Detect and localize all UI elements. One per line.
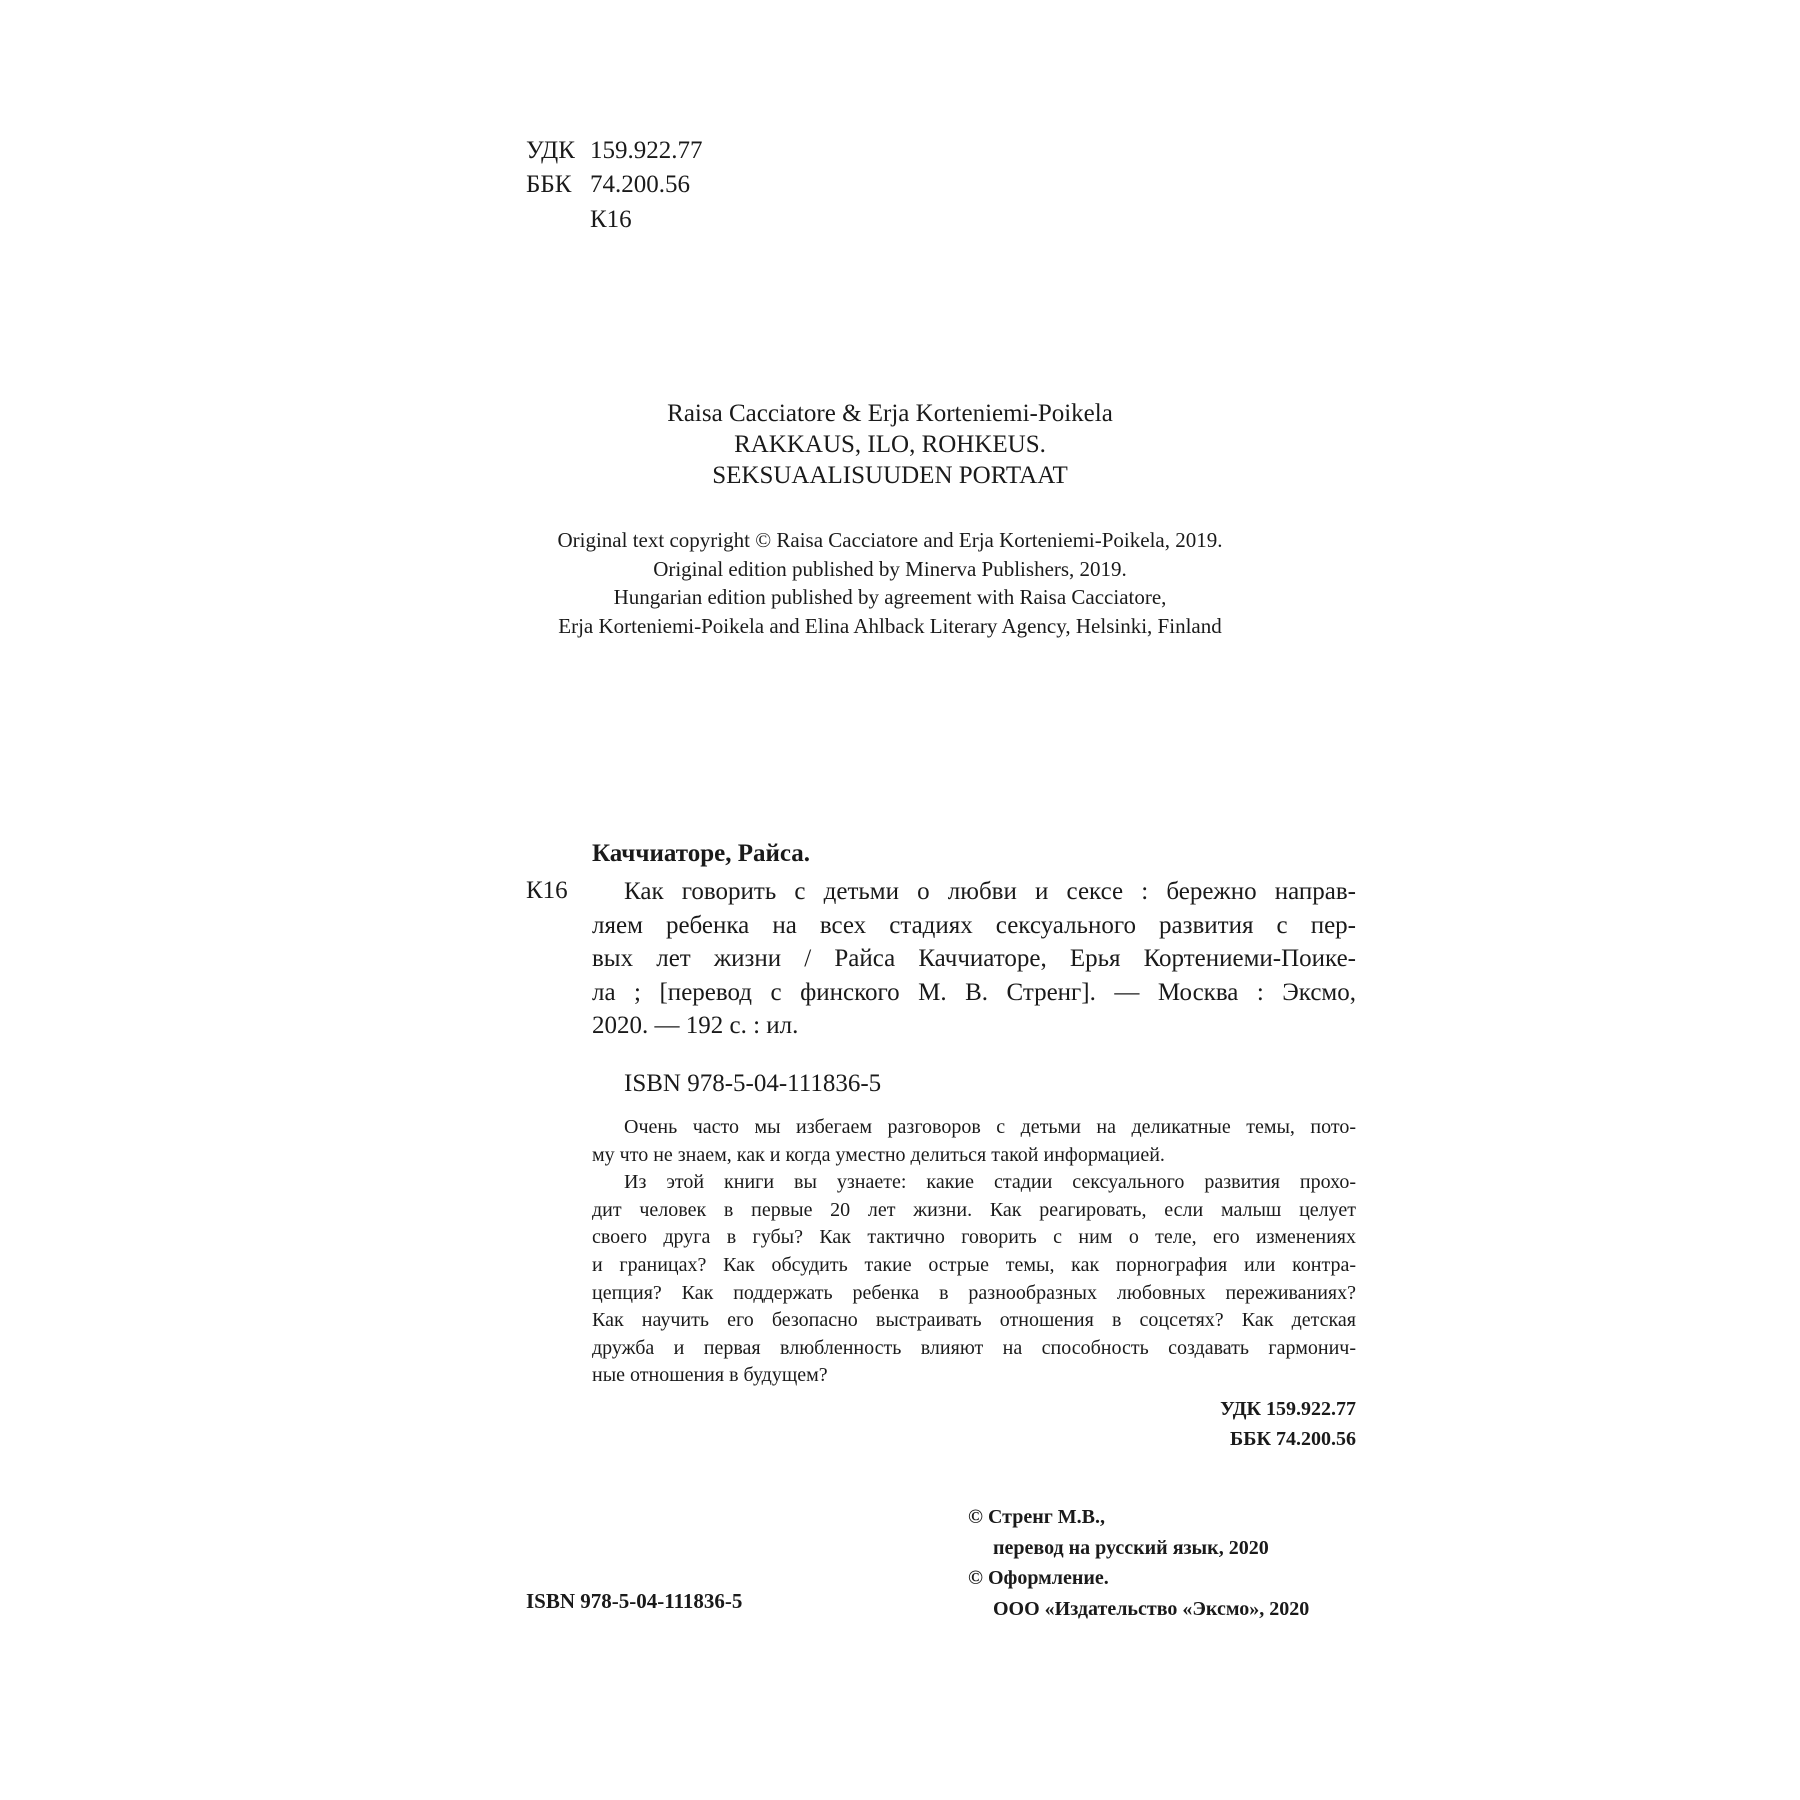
record-description (592, 875, 1356, 1043)
author-sign: К16 (590, 206, 632, 233)
description-line: Как говорить с детьми о любви и сексе : бережно направ- (624, 878, 1356, 905)
bbk-classification (526, 168, 690, 202)
annotation-line: ные отношения в будущем? (592, 1364, 828, 1387)
record-code: К16 (526, 877, 568, 904)
udk-label: УДК (526, 137, 575, 164)
original-title-line-2: SEKSUAALISUUDEN PORTAAT (712, 462, 1068, 489)
record-author-heading: Каччиаторе, Райса. (592, 840, 811, 867)
description-line: ляем ребенка на всех стадиях сексуального развития с пер- (592, 911, 1356, 939)
rights-line: Hungarian edition published by agreement with Raisa Cacciatore, (613, 585, 1167, 609)
udk-code-right: УДК 159.922.77 (1220, 1398, 1356, 1420)
classification-codes-right (1000, 1394, 1356, 1454)
copyright-block (968, 1502, 1309, 1624)
record-isbn: ISBN 978-5-04-111836-5 (624, 1070, 882, 1097)
isbn-bottom: ISBN 978-5-04-111836-5 (526, 1589, 743, 1613)
copyright-design-line-2: ООО «Издательство «Эксмо», 2020 (993, 1597, 1310, 1620)
annotation-line: своего друга в губы? Как тактично говорить с ним о теле, его изменениях (592, 1226, 1356, 1249)
annotation-line: и границах? Как обсудить такие острые темы, как порнография или контра- (592, 1253, 1356, 1276)
annotation-line: дит человек в первые 20 лет жизни. Как реагировать, если малыш целует (592, 1198, 1356, 1221)
annotation-line: Очень часто мы избегаем разговоров с детьми на деликатные темы, пото- (624, 1116, 1356, 1138)
original-authors: Raisa Cacciatore & Erja Korteniemi-Poikela (667, 400, 1113, 427)
annotation-line: му что не знаем, как и когда уместно делиться такой информацией. (592, 1143, 1165, 1166)
bbk-code-right: ББК 74.200.56 (1230, 1428, 1356, 1450)
annotation (592, 1114, 1356, 1390)
bbk-value: 74.200.56 (590, 171, 690, 198)
annotation-line: дружба и первая влюбленность влияют на способность создавать гармонич- (592, 1336, 1356, 1359)
copyright-translation-line-2: перевод на русский язык, 2020 (993, 1536, 1269, 1559)
original-title-line-1: RAKKAUS, ILO, ROHKEUS. (734, 431, 1046, 458)
bbk-label: ББК (526, 171, 572, 198)
original-edition-title-block (0, 398, 1790, 491)
description-line: 2020. — 192 с. : ил. (592, 1012, 799, 1039)
annotation-line: Как научить его безопасно выстраивать отношения в соцсетях? Как детская (592, 1309, 1356, 1332)
description-line: ла ; [перевод с финского М. В. Стренг]. — Москва : Эксмо, (592, 978, 1356, 1006)
rights-line: Original text copyright © Raisa Cacciatore and Erja Korteniemi-Poikela, 2019. (557, 528, 1223, 552)
description-line: вых лет жизни / Райса Каччиаторе, Ерья Кортениеми-Поике- (592, 945, 1356, 972)
original-rights-block (0, 526, 1790, 640)
copyright-translation-line-1: © Стренг М.В., (968, 1506, 1106, 1528)
udk-value: 159.922.77 (590, 137, 703, 164)
annotation-line: Из этой книги вы узнаете: какие стадии сексуального развития прохо- (624, 1171, 1356, 1194)
annotation-line: цепция? Как поддержать ребенка в разнообразных любовных переживаниях? (592, 1281, 1356, 1304)
copyright-design-line-1: © Оформление. (968, 1567, 1109, 1589)
rights-line: Original edition published by Minerva Publishers, 2019. (653, 556, 1127, 581)
rights-line: Erja Korteniemi-Poikela and Elina Ahlback Literary Agency, Helsinki, Finland (558, 613, 1222, 638)
udk-classification (526, 134, 703, 168)
